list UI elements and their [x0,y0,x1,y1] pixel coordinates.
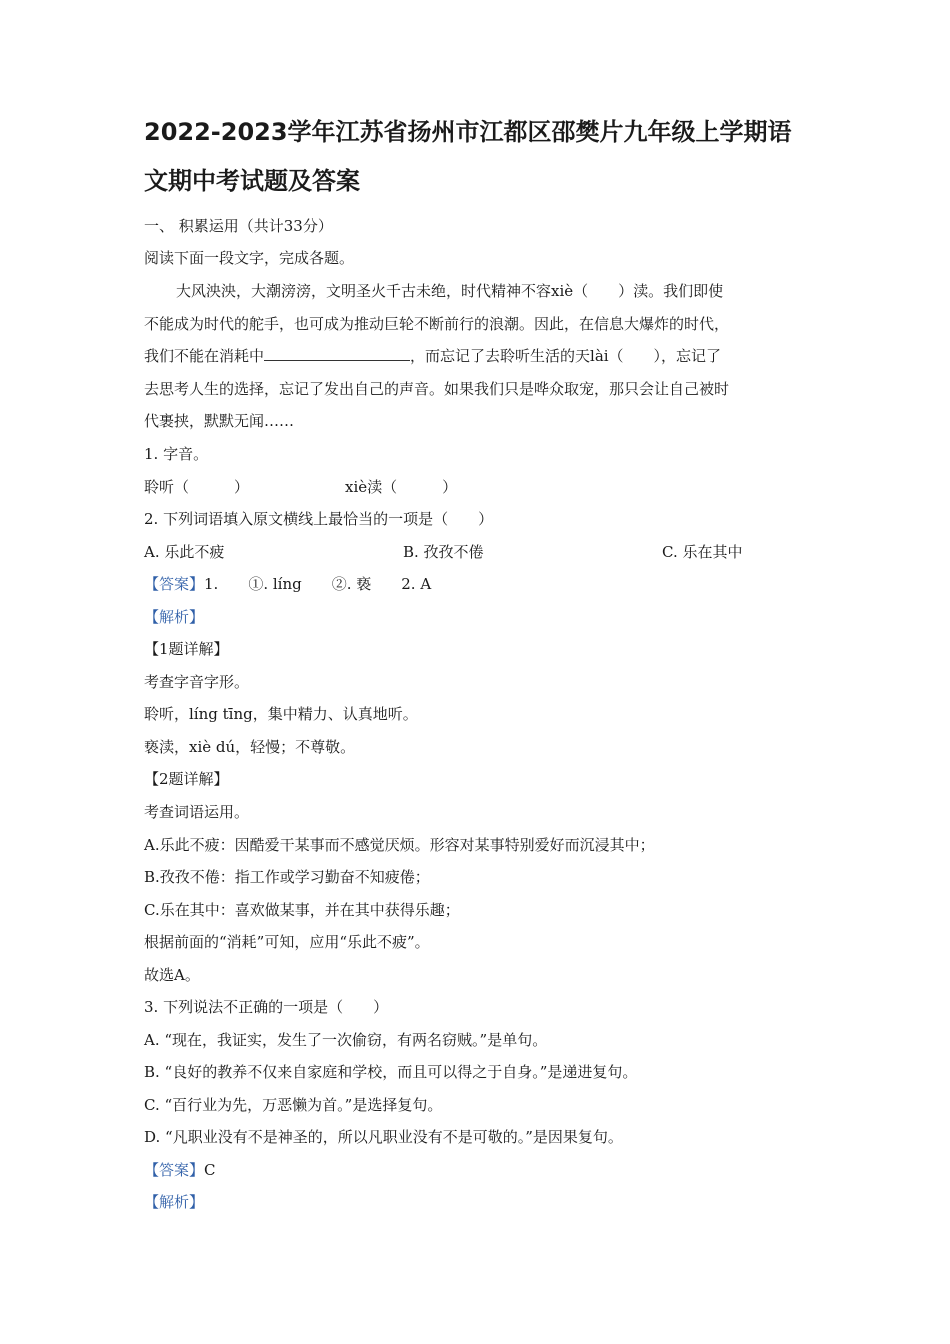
passage-line-3 [144,346,721,366]
answer-1-text: 1. ①. líng ②. 亵 2. A [204,575,432,593]
question-1-item-a: 聆听（ ） [144,478,250,496]
passage-line-1: 大风泱泱，大潮滂滂，文明圣火千古未绝，时代精神不容xiè（ ）渎。我们即使 [176,282,724,300]
question-3-option-d: D. “凡职业没有不是神圣的，所以凡职业没有不是可敬的。”是因果复句。 [144,1128,623,1146]
question-3-option-a: A. “现在，我证实，发生了一次偷窃，有两名窃贼。”是单句。 [144,1031,548,1049]
answer-tag: 【答案】 [144,1161,205,1179]
detail-2-tag: 【2题详解】 [144,770,229,788]
detail-2-line: 故选A。 [144,966,200,984]
detail-1-line: 聆听，líng tīng，集中精力、认真地听。 [144,705,418,723]
answer-3-line [144,1160,216,1180]
answer-tag: 【答案】 [144,575,205,593]
detail-2-line: 根据前面的“消耗”可知，应用“乐此不疲”。 [144,933,430,951]
passage-line-4: 去思考人生的选择，忘记了发出自己的声音。如果我们只是哗众取宠，那只会让自己被时 [144,380,730,398]
passage-line-3-end: ，而忘记了去聆听生活的天lài（ ），忘记了 [410,347,722,365]
passage-line-3-start: 我们不能在消耗中 [144,347,265,365]
question-2-option-a: A. 乐此不疲 [144,543,225,561]
question-1-item-b: xiè渎（ ） [345,478,458,496]
question-3-option-b: B. “良好的教养不仅来自家庭和学校，而且可以得之于自身。”是递进复句。 [144,1063,638,1081]
question-3-stem: 3. 下列说法不正确的一项是（ ） [144,998,389,1016]
document-title-line1: 2022-2023学年江苏省扬州市江都区邵樊片九年级上学期语 [144,118,792,146]
answer-1-line [144,574,431,594]
detail-2-line: 考查词语运用。 [144,803,250,821]
detail-1-line: 考查字音字形。 [144,673,250,691]
detail-2-line: C.乐在其中：喜欢做某事，并在其中获得乐趣； [144,901,460,919]
analysis-tag: 【解析】 [144,608,205,626]
document-title-line2: 文期中考试题及答案 [144,167,360,195]
detail-2-line: A.乐此不疲：因酷爱干某事而不感觉厌烦。形容对某事特别爱好而沉浸其中； [144,836,655,854]
question-2-option-b: B. 孜孜不倦 [403,543,484,561]
analysis-tag-2: 【解析】 [144,1193,205,1211]
detail-1-tag: 【1题详解】 [144,640,229,658]
passage-line-2: 不能成为时代的舵手，也可成为推动巨轮不断前行的浪潮。因此，在信息大爆炸的时代， [144,315,730,333]
fill-blank-line [264,346,410,361]
answer-3-text: C [204,1161,216,1179]
section-heading: 一、 积累运用（共计33分） [144,217,333,235]
question-2-stem: 2. 下列词语填入原文横线上最恰当的一项是（ ） [144,510,494,528]
passage-line-5: 代裹挟，默默无闻…… [144,412,295,430]
question-2-option-c: C. 乐在其中 [662,543,743,561]
detail-2-line: B.孜孜不倦：指工作或学习勤奋不知疲倦； [144,868,430,886]
question-1-stem: 1. 字音。 [144,445,209,463]
question-3-option-c: C. “百行业为先，万恶懒为首。”是选择复句。 [144,1096,443,1114]
detail-1-line: 亵渎，xiè dú，轻慢；不尊敬。 [144,738,356,756]
instruction-text: 阅读下面一段文字，完成各题。 [144,249,355,267]
